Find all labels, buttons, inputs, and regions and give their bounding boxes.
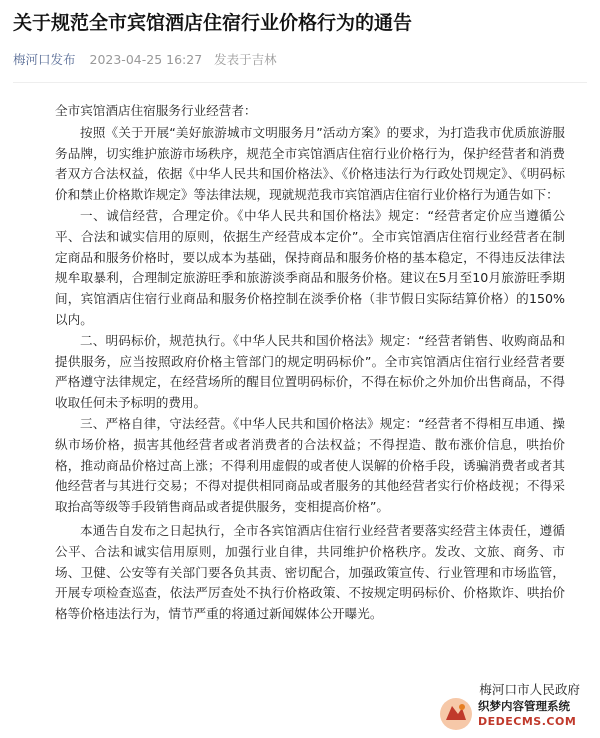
dedecms-logo-icon — [438, 696, 474, 732]
paragraph-item-2: 二、明码标价，规范执行。《中华人民共和国价格法》规定：“经营者销售、收购商品和提供服务，应当按照政府价格主管部门的规定明码标价”。全市宾馆酒店住宿行业经营者要严格遵守法律规定，在经营场所的醒目位置明码标价，不得在标价之外加价出售商品，不得收取任何未予标明的费用。 — [55, 332, 565, 411]
watermark — [438, 692, 598, 736]
paragraph-intro: 按照《关于开展“美好旅游城市文明服务月”活动方案》的要求，为打造我市优质旅游服务品牌，切实维护旅游市场秩序，规范全市宾馆酒店住宿行业价格行为，保护经营者和消费者双方合法权益，依据《中华人民共和国价格法》、《价格违法行为行政处罚规定》、《明码标价和禁止价格欺诈规定》等法律法规，现就规范我市宾馆酒店住宿行业价格行为通告如下： — [55, 124, 565, 203]
article-title: 关于规范全市宾馆酒店住宿行业价格行为的通告 — [13, 12, 413, 34]
paragraph-closing: 本通告自发布之日起执行，全市各宾馆酒店住宿行业经营者要落实经营主体责任，遵循公平、合法和诚实信用原则，加强行业自律，共同维护价格秩序。发改、文旅、商务、市场、卫健、公安等有关部门要各负其责、密切配合，加强政策宣传、行业管理和市场监管，开展专项检查巡查，依法严厉查处不执行价格政策、不按规定明码标价、价格欺诈、哄抬价格等价格违法行为，情节严重的将通过新闻媒体公开曝光。 — [55, 522, 565, 622]
header-divider — [13, 82, 587, 83]
watermark-name: 织梦内容管理系统 — [478, 699, 570, 713]
signature-issuer: 梅河口市人民政府 — [479, 682, 580, 697]
watermark-url: DEDECMS.COM — [478, 715, 577, 728]
publish-datetime: 2023-04-25 16:27 — [89, 52, 203, 67]
article-meta — [13, 50, 277, 68]
author-link[interactable]: 梅河口发布 — [13, 52, 76, 67]
paragraph-item-1: 一、诚信经营，合理定价。《中华人民共和国价格法》规定：“经营者定价应当遵循公平、合法和诚实信用的原则，依据生产经营成本定价”。全市宾馆酒店住宿行业经营者在制定商品和服务价格时，要以成本为基础，保持商品和服务价格的基本稳定，不得违反法律法规牟取暴利，合理制定旅游旺季和旅游淡季商品和服务价格。建议在5月至10月旅游旺季期间，宾馆酒店住宿行业商品和服务价格控制在淡季价格（非节假日实际结算价格）的150%以内。 — [55, 207, 565, 327]
paragraph-item-3: 三、严格自律，守法经营。《中华人民共和国价格法》规定：“经营者不得相互串通、操纵市场价格，损害其他经营者或者消费者的合法权益；不得捏造、散布涨价信息，哄抬价格，推动商品价格过高上涨；不得利用虚假的或者使人误解的价格手段，诱骗消费者或者其他经营者与其进行交易；不得对提供相同商品或者服务的其他经营者实行价格歧视；不得采取抬高等级等手段销售商品或者提供服务，变相提高价格”。 — [55, 415, 565, 515]
notice-body — [55, 101, 565, 625]
salutation: 全市宾馆酒店住宿服务行业经营者： — [55, 103, 257, 118]
publish-location: 发表于吉林 — [214, 52, 277, 67]
